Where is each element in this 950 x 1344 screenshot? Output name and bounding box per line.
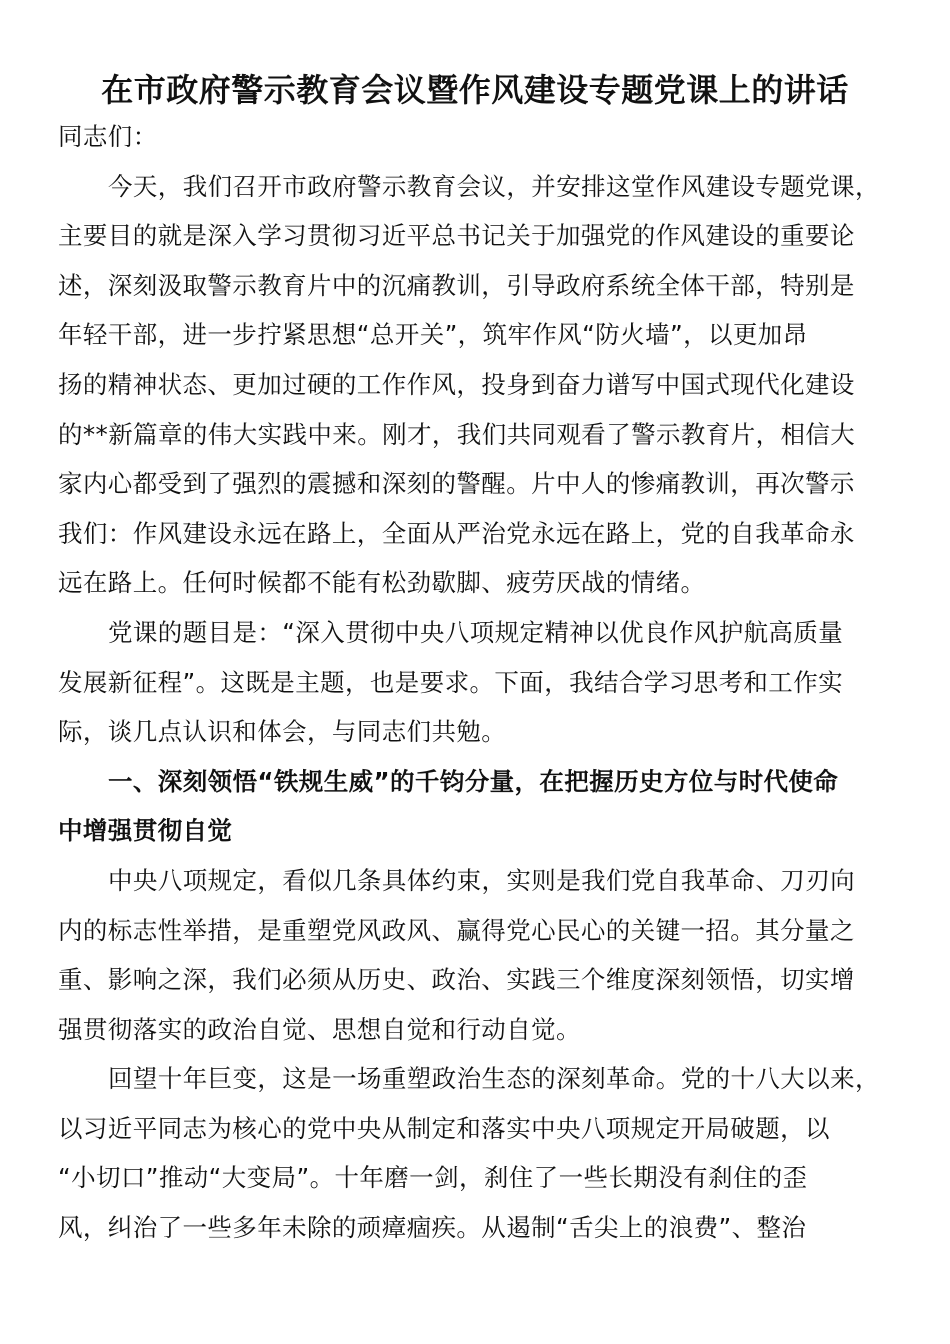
paragraph-line: 强贯彻落实的政治自觉、思想自觉和行动自觉。 [58,1014,581,1044]
paragraph-line: 远在路上。任何时候都不能有松劲歇脚、疲劳厌战的情绪。 [58,568,706,598]
paragraph-line: 述，深刻汲取警示教育片中的沉痛教训，引导政府系统全体干部，特别是 [58,270,855,300]
paragraph-line: 家内心都受到了强烈的震撼和深刻的警醒。片中人的惨痛教训，再次警示 [58,469,855,499]
section-heading: 一、深刻领悟“铁规生威”的千钧分量，在把握历史方位与时代使命 [108,766,839,796]
document-body [58,112,898,1253]
paragraph-line: 扬的精神状态、更加过硬的工作作风，投身到奋力谱写中国式现代化建设 [58,369,855,399]
paragraph-line: 风，纠治了一些多年未除的顽瘴痼疾。从遏制“舌尖上的浪费”、整治 [58,1213,807,1243]
paragraph-line: 际，谈几点认识和体会，与同志们共勉。 [58,717,507,747]
paragraph-line: 我们：作风建设永远在路上，全面从严治党永远在路上，党的自我革命永 [58,518,855,548]
paragraph-line: “小切口”推动“大变局”。十年磨一剑，刹住了一些长期没有刹住的歪 [58,1163,808,1193]
paragraph-line: 内的标志性举措，是重塑党风政风、赢得党心民心的关键一招。其分量之 [58,915,855,945]
paragraph-line: 以习近平同志为核心的党中央从制定和落实中央八项规定开局破题，以 [58,1113,830,1143]
paragraph-line: 主要目的就是深入学习贯彻习近平总书记关于加强党的作风建设的重要论 [58,221,855,251]
paragraph-line: 党课的题目是：“深入贯彻中央八项规定精神以优良作风护航高质量 [108,617,844,647]
paragraph-line: 回望十年巨变，这是一场重塑政治生态的深刻革命。党的十八大以来， [108,1064,880,1094]
paragraph-line: 中央八项规定，看似几条具体约束，实则是我们党自我革命、刀刃向 [108,865,855,895]
paragraph-line: 重、影响之深，我们必须从历史、政治、实践三个维度深刻领悟，切实增 [58,965,855,995]
paragraph-line: 发展新征程”。这既是主题，也是要求。下面，我结合学习思考和工作实 [58,667,843,697]
section-heading: 中增强贯彻自觉 [58,816,233,846]
salutation: 同志们： [58,122,158,151]
document-title: 在市政府警示教育会议暨作风建设专题党课上的讲话 [101,71,849,109]
paragraph-line: 今天，我们召开市政府警示教育会议，并安排这堂作风建设专题党课， [108,171,880,201]
paragraph-line: 年轻干部，进一步拧紧思想“总开关”，筑牢作风“防火墙”，以更加昂 [58,320,808,350]
paragraph-line: 的**新篇章的伟大实践中来。刚才，我们共同观看了警示教育片，相信大 [58,419,856,449]
